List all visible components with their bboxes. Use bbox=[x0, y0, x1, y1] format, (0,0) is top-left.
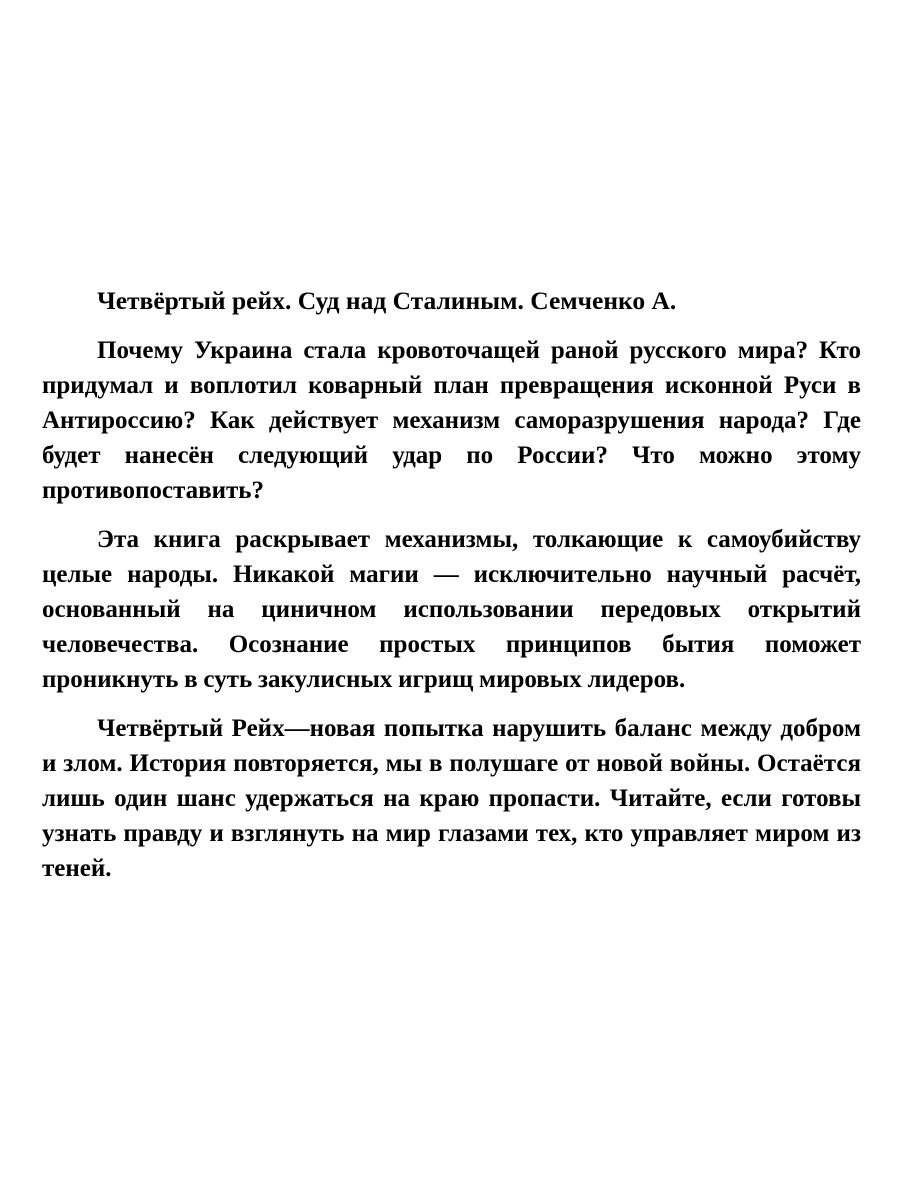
document-page bbox=[42, 283, 861, 900]
document-title: Четвёртый рейх. Суд над Сталиным. Семченко А. bbox=[97, 286, 677, 315]
paragraph-book-description: Эта книга раскрывает механизмы, толкающие к самоубийству целые народы. Никакой магии — исключительно научный расчёт, основанный на циничном использовании передовых открытий человечества. Осознание простых принципов бытия поможет проникнуть в суть закулисных игрищ мировых лидеров. bbox=[42, 526, 861, 693]
paragraph-questions: Почему Украина стала кровоточащей раной русского мира? Кто придумал и воплотил коварный план превращения исконной Руси в Антироссию? Как действует механизм саморазрушения народа? Где будет нанесён следующий удар по России? Что можно этому противопоставить? bbox=[42, 337, 861, 504]
paragraph-fourth-reich: Четвёртый Рейх—новая попытка нарушить баланс между добром и злом. История повторяется, мы в полушаге от новой войны. Остаётся лишь один шанс удержаться на краю пропасти. Читайте, если готовы узнать правду и взглянуть на мир глазами тех, кто управляет миром из теней. bbox=[42, 715, 861, 882]
